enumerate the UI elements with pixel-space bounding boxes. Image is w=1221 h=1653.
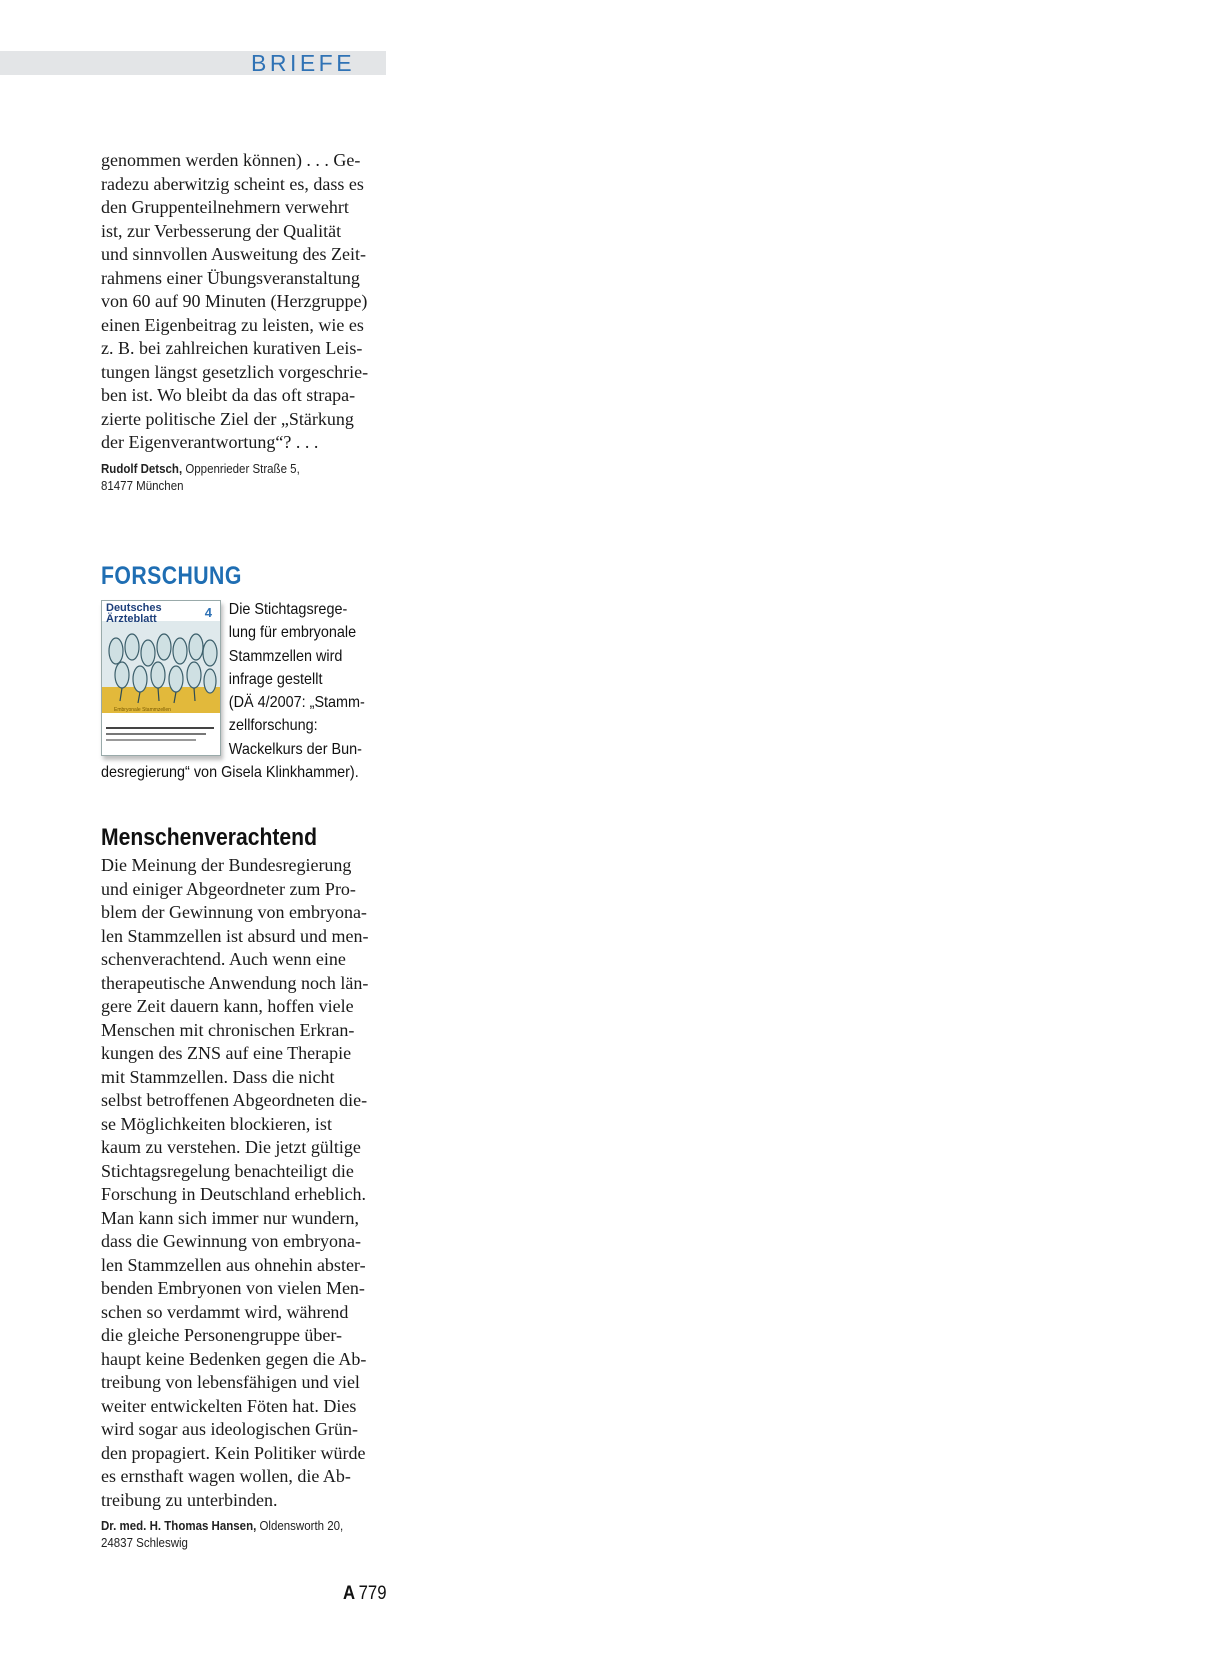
intro-line: (DÄ 4/2007: „Stamm- (228, 694, 365, 712)
intro-line: desregierung“ von Gisela Klinkhammer). (101, 764, 359, 782)
letter-1-signature (101, 461, 364, 495)
letter-2-author: Dr. med. H. Thomas Hansen, (101, 1519, 257, 1533)
letter-1-address: Oppenrieder Straße 5, 81477 München (101, 461, 300, 493)
letter-2 (101, 854, 387, 1552)
forschung-label: FORSCHUNG (101, 562, 242, 590)
page-value: 779 (358, 1583, 387, 1604)
intro-line: Die Stichtagsrege- (228, 601, 348, 618)
page-prefix: A (343, 1583, 356, 1604)
page-number (343, 1583, 387, 1605)
letter-1-author: Rudolf Detsch, (101, 461, 183, 476)
letter-1 (101, 149, 387, 495)
intro-line: lung für embryonale (228, 624, 357, 642)
letter-2-signature (101, 1518, 364, 1552)
letter-2-headline: Menschenverachtend (101, 824, 317, 851)
section-title: BRIEFE (251, 50, 356, 76)
intro-line: Wackelkurs der Bun- (228, 740, 362, 758)
letter-1-body: genommen werden können) . . . Ge- radezu aberwitzig scheint es, dass es den Gruppenteilnehmern verwehrt ist, zur Verbesserung der Qualität und sinnvollen Ausweitung des Zeit- rahmens einer Übungsveranstaltung von 60 auf 90 Minuten (Herzgruppe) einen Eigenbeitrag zu leisten, wie es z. B. bei zahlreichen kurativen Leis- tungen längst gesetzlich vorgeschrie- ben ist. Wo bleibt da das oft strapa- zierte politische Ziel der „Stärkung der Eigenverantwortung“? . . . (101, 150, 369, 452)
letter-2-body: Die Meinung der Bundesregierung und einiger Abgeordneter zum Pro- blem der Gewinnung von embryona- len Stammzellen ist absurd und men- schenverachtend. Auch wenn eine therapeutische Anwendung noch län- gere Zeit dauern kann, hoffen viele Menschen mit chronischen Erkran- kungen des ZNS auf eine Therapie mit Stammzellen. Dass die nicht selbst betroffenen Abgeordneten die- se Möglichkeiten blockieren, ist kaum zu verstehen. Die jetzt gültige Stichtagsregelung benachteiligt die Forschung in Deutschland erheblich. Man kann sich immer nur wundern, dass die Gewinnung von embryona- len Stammzellen aus ohnehin abster- benden Embryonen von vielen Men- schen so verdammt wird, während die gleiche Personengruppe über- haupt keine Bedenken gegen die Ab- treibung von lebensfähigen und viel weiter entwickelten Föten hat. Dies wird sogar aus ideologischen Grün- den propagiert. Kein Politiker würde es ernsthaft wagen wollen, die Ab- treibung zu unterbinden. (101, 855, 369, 1510)
letter-2-address: Oldensworth 20, 24837 Schleswig (101, 1519, 344, 1550)
cover-banner: Embryonale Stammzellen (114, 707, 171, 713)
intro-line: zellforschung: (228, 717, 318, 735)
cover-title-line1: Deutsches (106, 602, 162, 614)
intro-line: Stammzellen wird (228, 647, 343, 665)
cover-issue-number: 4 (204, 605, 212, 620)
intro-line: infrage gestellt (228, 670, 323, 688)
forschung-intro (101, 598, 391, 784)
cover-title-line2: Ärzteblatt (106, 613, 157, 625)
